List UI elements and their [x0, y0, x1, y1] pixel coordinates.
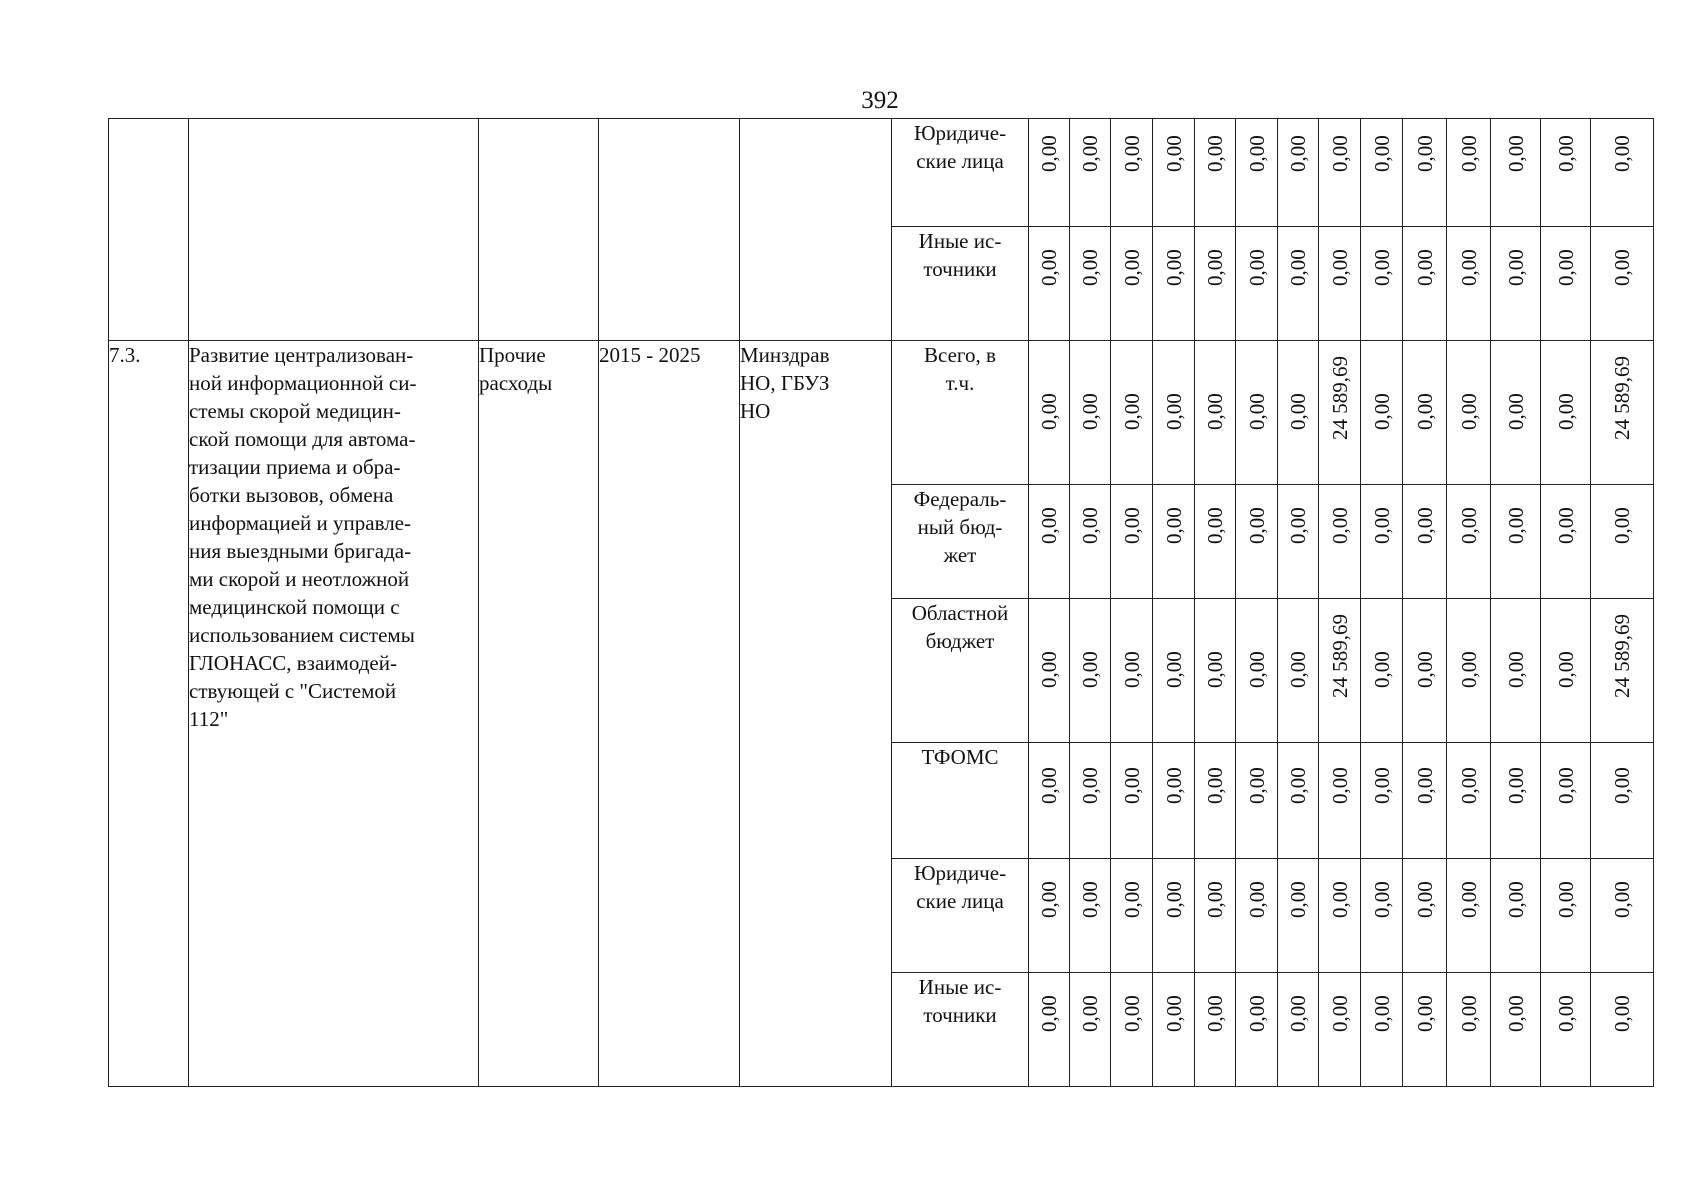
value-cell [1491, 227, 1541, 341]
value-text: 0,00 [1119, 507, 1144, 544]
source-cell-text: Иные ис- точники [918, 975, 1002, 1027]
value-text: 0,00 [1412, 507, 1437, 544]
value-text: 0,00 [1553, 995, 1578, 1032]
value-cell [1278, 119, 1319, 227]
value-text: 0,00 [1203, 767, 1227, 804]
value-cell [1278, 973, 1319, 1087]
value-text: 0,00 [1553, 507, 1578, 544]
expense-type-cell-text: Прочие расходы [479, 343, 553, 395]
value-text: 0,00 [1244, 393, 1269, 430]
value-cell [1361, 485, 1403, 599]
value-text: 0,00 [1286, 507, 1310, 544]
source-cell-text: Иные ис- точники [918, 229, 1002, 281]
value-text: 0,00 [1369, 651, 1394, 688]
continuation-executor-cell [740, 119, 892, 341]
value-text: 0,00 [1119, 135, 1144, 172]
value-text: 0,00 [1553, 767, 1578, 804]
expense-type-cell [479, 341, 599, 1087]
value-cell [1153, 119, 1195, 227]
value-text: 0,00 [1203, 651, 1227, 688]
value-cell [1361, 973, 1403, 1087]
value-text: 0,00 [1327, 995, 1352, 1032]
value-text: 0,00 [1244, 881, 1269, 918]
value-cell [1070, 859, 1111, 973]
page-number: 392 [861, 87, 899, 114]
value-cell [1278, 341, 1319, 485]
value-text: 0,00 [1078, 249, 1102, 286]
value-cell [1541, 341, 1591, 485]
value-cell [1319, 743, 1361, 859]
value-cell [1111, 973, 1153, 1087]
item-number-cell [109, 341, 189, 1087]
source-cell [892, 485, 1029, 599]
value-text: 0,00 [1037, 135, 1061, 172]
value-text: 0,00 [1078, 135, 1102, 172]
value-cell [1029, 859, 1070, 973]
value-text: 0,00 [1037, 393, 1061, 430]
value-text: 0,00 [1161, 135, 1186, 172]
value-text: 0,00 [1119, 995, 1144, 1032]
value-cell [1111, 599, 1153, 743]
value-cell [1491, 973, 1541, 1087]
value-cell [1236, 485, 1278, 599]
value-cell [1029, 341, 1070, 485]
value-text: 0,00 [1037, 995, 1061, 1032]
value-text: 0,00 [1161, 995, 1186, 1032]
value-text: 0,00 [1244, 507, 1269, 544]
value-cell [1541, 227, 1591, 341]
budget-table [108, 118, 1654, 1087]
value-text: 0,00 [1286, 995, 1310, 1032]
value-cell [1278, 227, 1319, 341]
item-name-cell-text: Развитие централизован- ной информационной си- стемы скорой медицин- ской помощи для автома- тизации приема и обра- ботки вызовов, обмена информацией и управле- ния выездными бригада- ми скорой и неотложной медицинской помощи с использованием системы ГЛОНАСС, взаимодей- ствующей с "Системой 112" [189, 343, 417, 731]
value-text: 0,00 [1203, 995, 1227, 1032]
value-cell [1591, 485, 1654, 599]
value-text: 0,00 [1286, 651, 1310, 688]
value-cell [1236, 743, 1278, 859]
value-text: 0,00 [1369, 249, 1394, 286]
value-cell [1361, 227, 1403, 341]
source-cell-text: Областной бюджет [911, 601, 1009, 653]
value-text: 0,00 [1203, 249, 1227, 286]
value-text: 0,00 [1037, 249, 1061, 286]
value-text: 0,00 [1503, 995, 1528, 1032]
value-cell [1111, 743, 1153, 859]
period-cell [599, 341, 740, 1087]
value-text: 0,00 [1553, 135, 1578, 172]
value-text: 0,00 [1456, 507, 1481, 544]
value-text: 0,00 [1037, 767, 1061, 804]
value-cell [1236, 599, 1278, 743]
value-cell [1361, 599, 1403, 743]
value-cell [1111, 859, 1153, 973]
value-cell [1447, 119, 1491, 227]
value-cell [1447, 599, 1491, 743]
value-text: 0,00 [1369, 767, 1394, 804]
value-cell [1361, 743, 1403, 859]
value-text: 0,00 [1244, 135, 1269, 172]
value-text: 0,00 [1610, 507, 1634, 544]
value-cell [1195, 859, 1236, 973]
value-text: 0,00 [1456, 135, 1481, 172]
value-cell [1195, 599, 1236, 743]
source-cell [892, 973, 1029, 1087]
value-cell [1278, 485, 1319, 599]
value-text: 0,00 [1286, 767, 1310, 804]
value-cell [1070, 227, 1111, 341]
value-cell [1111, 119, 1153, 227]
value-text: 0,00 [1327, 767, 1352, 804]
value-cell [1236, 341, 1278, 485]
value-text: 0,00 [1610, 995, 1634, 1032]
source-cell [892, 119, 1029, 227]
value-cell [1403, 743, 1447, 859]
source-cell-text: Юридиче- ские лица [913, 121, 1007, 173]
value-text: 0,00 [1456, 393, 1481, 430]
value-cell [1361, 341, 1403, 485]
value-text: 0,00 [1412, 249, 1437, 286]
value-text: 0,00 [1503, 249, 1528, 286]
value-text: 0,00 [1161, 651, 1186, 688]
value-cell [1403, 859, 1447, 973]
continuation-period-cell [599, 119, 740, 341]
value-cell [1319, 599, 1361, 743]
value-text: 0,00 [1203, 393, 1227, 430]
value-text: 0,00 [1203, 135, 1227, 172]
value-cell [1029, 119, 1070, 227]
value-text: 0,00 [1161, 393, 1186, 430]
value-text: 0,00 [1078, 995, 1102, 1032]
value-cell [1153, 227, 1195, 341]
value-text: 0,00 [1119, 249, 1144, 286]
value-cell [1153, 743, 1195, 859]
value-cell [1153, 485, 1195, 599]
value-text: 0,00 [1327, 881, 1352, 918]
value-cell [1195, 341, 1236, 485]
value-cell [1541, 743, 1591, 859]
value-cell [1111, 227, 1153, 341]
value-text: 0,00 [1553, 881, 1578, 918]
value-text: 0,00 [1412, 881, 1437, 918]
value-text: 0,00 [1503, 135, 1528, 172]
value-text: 0,00 [1369, 995, 1394, 1032]
value-cell [1447, 485, 1491, 599]
value-cell [1541, 859, 1591, 973]
value-cell [1447, 973, 1491, 1087]
value-cell [1447, 859, 1491, 973]
value-cell [1278, 859, 1319, 973]
value-cell [1070, 341, 1111, 485]
value-text: 0,00 [1412, 393, 1437, 430]
source-cell [892, 859, 1029, 973]
value-text: 0,00 [1553, 249, 1578, 286]
value-cell [1153, 973, 1195, 1087]
value-text: 0,00 [1078, 507, 1102, 544]
value-cell [1236, 227, 1278, 341]
value-cell [1491, 485, 1541, 599]
value-text: 0,00 [1037, 651, 1061, 688]
value-cell [1361, 859, 1403, 973]
value-cell [1319, 973, 1361, 1087]
value-cell [1541, 485, 1591, 599]
value-cell [1491, 859, 1541, 973]
value-text: 0,00 [1161, 881, 1186, 918]
value-text: 0,00 [1553, 393, 1578, 430]
value-text: 0,00 [1037, 507, 1061, 544]
executor-cell-text: Минздрав НО, ГБУЗ НО [740, 343, 830, 423]
source-cell [892, 743, 1029, 859]
source-cell-text: ТФОМС [921, 745, 999, 769]
value-text: 0,00 [1369, 135, 1394, 172]
value-text: 0,00 [1369, 881, 1394, 918]
continuation-name-cell [189, 119, 479, 341]
value-text: 0,00 [1503, 393, 1528, 430]
value-text: 0,00 [1369, 507, 1394, 544]
value-text: 0,00 [1610, 881, 1634, 918]
value-cell [1447, 227, 1491, 341]
value-text: 0,00 [1610, 767, 1634, 804]
continuation-number-cell [109, 119, 189, 341]
value-text: 0,00 [1456, 767, 1481, 804]
value-cell [1403, 227, 1447, 341]
value-text: 0,00 [1286, 249, 1310, 286]
value-cell [1319, 341, 1361, 485]
item-name-cell [189, 341, 479, 1087]
value-text: 24 589,69 [1327, 614, 1352, 698]
value-text: 0,00 [1119, 393, 1144, 430]
value-text: 0,00 [1610, 135, 1634, 172]
value-cell [1236, 859, 1278, 973]
value-text: 0,00 [1244, 995, 1269, 1032]
value-cell [1541, 973, 1591, 1087]
value-cell [1361, 119, 1403, 227]
source-cell-text: Юридиче- ские лица [913, 861, 1007, 913]
value-cell [1319, 119, 1361, 227]
value-text: 0,00 [1078, 393, 1102, 430]
value-text: 0,00 [1286, 881, 1310, 918]
value-cell [1591, 973, 1654, 1087]
table-row [109, 119, 1654, 227]
value-cell [1319, 485, 1361, 599]
value-cell [1541, 599, 1591, 743]
value-text: 0,00 [1244, 651, 1269, 688]
value-text: 0,00 [1503, 507, 1528, 544]
value-text: 0,00 [1119, 651, 1144, 688]
value-text: 0,00 [1327, 507, 1352, 544]
value-cell [1195, 485, 1236, 599]
value-text: 0,00 [1244, 767, 1269, 804]
value-text: 0,00 [1412, 135, 1437, 172]
value-cell [1278, 743, 1319, 859]
value-cell [1029, 599, 1070, 743]
value-cell [1070, 743, 1111, 859]
value-text: 24 589,69 [1610, 614, 1634, 698]
value-text: 0,00 [1161, 767, 1186, 804]
value-cell [1319, 859, 1361, 973]
value-cell [1195, 743, 1236, 859]
value-cell [1403, 485, 1447, 599]
value-cell [1111, 341, 1153, 485]
value-text: 24 589,69 [1610, 356, 1634, 440]
continuation-expense-type-cell [479, 119, 599, 341]
value-text: 0,00 [1078, 767, 1102, 804]
value-text: 0,00 [1244, 249, 1269, 286]
value-cell [1195, 119, 1236, 227]
value-cell [1403, 119, 1447, 227]
value-cell [1591, 859, 1654, 973]
value-cell [1070, 485, 1111, 599]
source-cell-text: Всего, в т.ч. [924, 343, 996, 395]
source-cell [892, 599, 1029, 743]
value-text: 0,00 [1119, 767, 1144, 804]
value-text: 0,00 [1503, 881, 1528, 918]
value-text: 0,00 [1078, 651, 1102, 688]
source-cell-text: Федераль- ный бюд- жет [913, 487, 1007, 567]
value-cell [1491, 599, 1541, 743]
value-text: 0,00 [1119, 881, 1144, 918]
value-text: 0,00 [1412, 767, 1437, 804]
value-text: 0,00 [1412, 995, 1437, 1032]
value-text: 24 589,69 [1327, 356, 1352, 440]
value-cell [1070, 599, 1111, 743]
value-cell [1236, 119, 1278, 227]
table-row [109, 341, 1654, 485]
value-cell [1447, 341, 1491, 485]
value-cell [1070, 119, 1111, 227]
value-cell [1541, 119, 1591, 227]
value-text: 0,00 [1327, 249, 1352, 286]
value-cell [1591, 743, 1654, 859]
value-cell [1447, 743, 1491, 859]
value-cell [1195, 973, 1236, 1087]
value-cell [1111, 485, 1153, 599]
value-cell [1403, 973, 1447, 1087]
item-number-cell-text: 7.3. [109, 343, 141, 367]
value-text: 0,00 [1327, 135, 1352, 172]
value-text: 0,00 [1456, 995, 1481, 1032]
value-text: 0,00 [1412, 651, 1437, 688]
value-cell [1153, 859, 1195, 973]
value-text: 0,00 [1503, 651, 1528, 688]
value-cell [1029, 743, 1070, 859]
value-cell [1029, 973, 1070, 1087]
value-text: 0,00 [1553, 651, 1578, 688]
value-cell [1236, 973, 1278, 1087]
value-cell [1319, 227, 1361, 341]
value-text: 0,00 [1610, 249, 1634, 286]
value-cell [1278, 599, 1319, 743]
value-cell [1491, 743, 1541, 859]
value-text: 0,00 [1203, 507, 1227, 544]
value-text: 0,00 [1078, 881, 1102, 918]
value-text: 0,00 [1456, 881, 1481, 918]
value-cell [1153, 341, 1195, 485]
source-cell [892, 227, 1029, 341]
value-cell [1491, 341, 1541, 485]
value-text: 0,00 [1503, 767, 1528, 804]
value-cell [1029, 485, 1070, 599]
table-body [109, 119, 1654, 1087]
source-cell [892, 341, 1029, 485]
value-text: 0,00 [1286, 393, 1310, 430]
period-cell-text: 2015 - 2025 [599, 343, 701, 367]
value-text: 0,00 [1456, 651, 1481, 688]
value-cell [1591, 341, 1654, 485]
value-text: 0,00 [1161, 249, 1186, 286]
value-cell [1153, 599, 1195, 743]
value-cell [1195, 227, 1236, 341]
value-text: 0,00 [1286, 135, 1310, 172]
value-cell [1591, 119, 1654, 227]
value-cell [1591, 227, 1654, 341]
value-cell [1029, 227, 1070, 341]
value-cell [1403, 341, 1447, 485]
value-text: 0,00 [1161, 507, 1186, 544]
executor-cell [740, 341, 892, 1087]
value-text: 0,00 [1456, 249, 1481, 286]
value-text: 0,00 [1369, 393, 1394, 430]
value-text: 0,00 [1203, 881, 1227, 918]
value-cell [1403, 599, 1447, 743]
value-cell [1591, 599, 1654, 743]
value-text: 0,00 [1037, 881, 1061, 918]
value-cell [1491, 119, 1541, 227]
value-cell [1070, 973, 1111, 1087]
